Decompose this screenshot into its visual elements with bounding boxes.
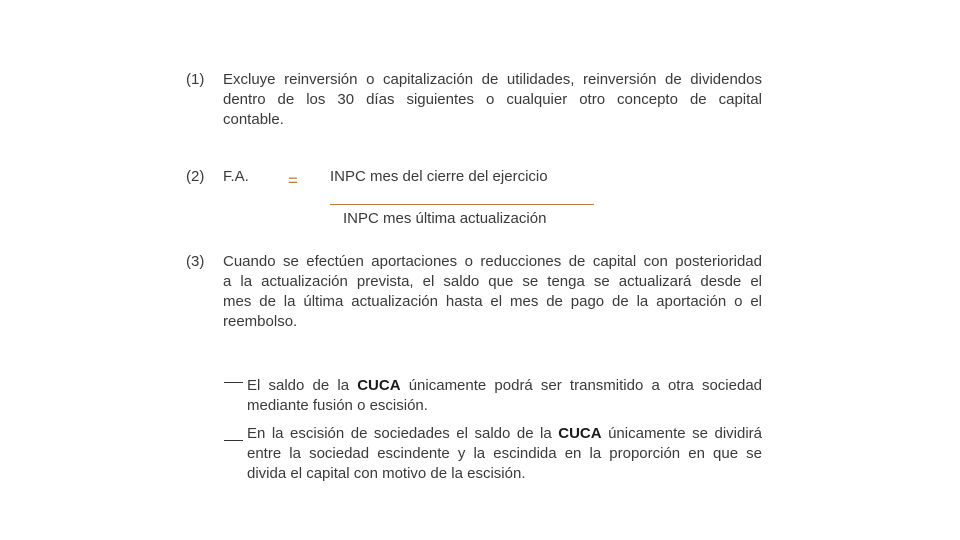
note-1-number: (1) [186,71,205,88]
note-2-number: (2) [186,168,205,185]
bullet-dash [224,440,243,441]
bullet-2-line: divida el capital con motivo de la escisión. [247,465,526,482]
note-1-line: Excluye reinversión o capitalización de utilidades, reinversión de dividendos [223,71,762,88]
note-3-text [223,252,762,332]
note-1-line: contable. [223,111,284,128]
note-3-number: (3) [186,253,205,270]
fa-label: F.A. [223,168,249,185]
cuca-term: CUCA [558,425,602,442]
bullet-2-line: entre la sociedad escindente y la escindida en la proporción en que se [247,445,762,462]
note-3-line: mes de la última actualización hasta el mes de pago de la aportación o el [223,293,762,310]
note-3-line: a la actualización prevista, el saldo que se tenga se actualizará desde el [223,273,762,290]
note-3-line: reembolso. [223,313,298,330]
bullet-2-text [247,424,762,484]
bullet-1-line: mediante fusión o escisión. [247,397,428,414]
bullet-1-text [247,376,762,416]
equals-sign: = [288,171,298,190]
cuca-term: CUCA [357,377,401,394]
bullet-1-line: El saldo de la CUCA únicamente podrá ser transmitido a otra sociedad [247,377,763,394]
fraction-bar [330,204,594,205]
note-3-line: Cuando se efectúen aportaciones o reducciones de capital con posterioridad [223,253,762,270]
note-1-line: dentro de los 30 días siguientes o cualquier otro concepto de capital [223,91,762,108]
bullet-dash [224,382,243,383]
bullet-2-line: En la escisión de sociedades el saldo de la CUCA únicamente se dividirá [247,425,763,442]
note-1-text [223,70,762,130]
fraction-denominator: INPC mes última actualización [343,210,547,227]
fraction-numerator: INPC mes del cierre del ejercicio [330,168,548,185]
